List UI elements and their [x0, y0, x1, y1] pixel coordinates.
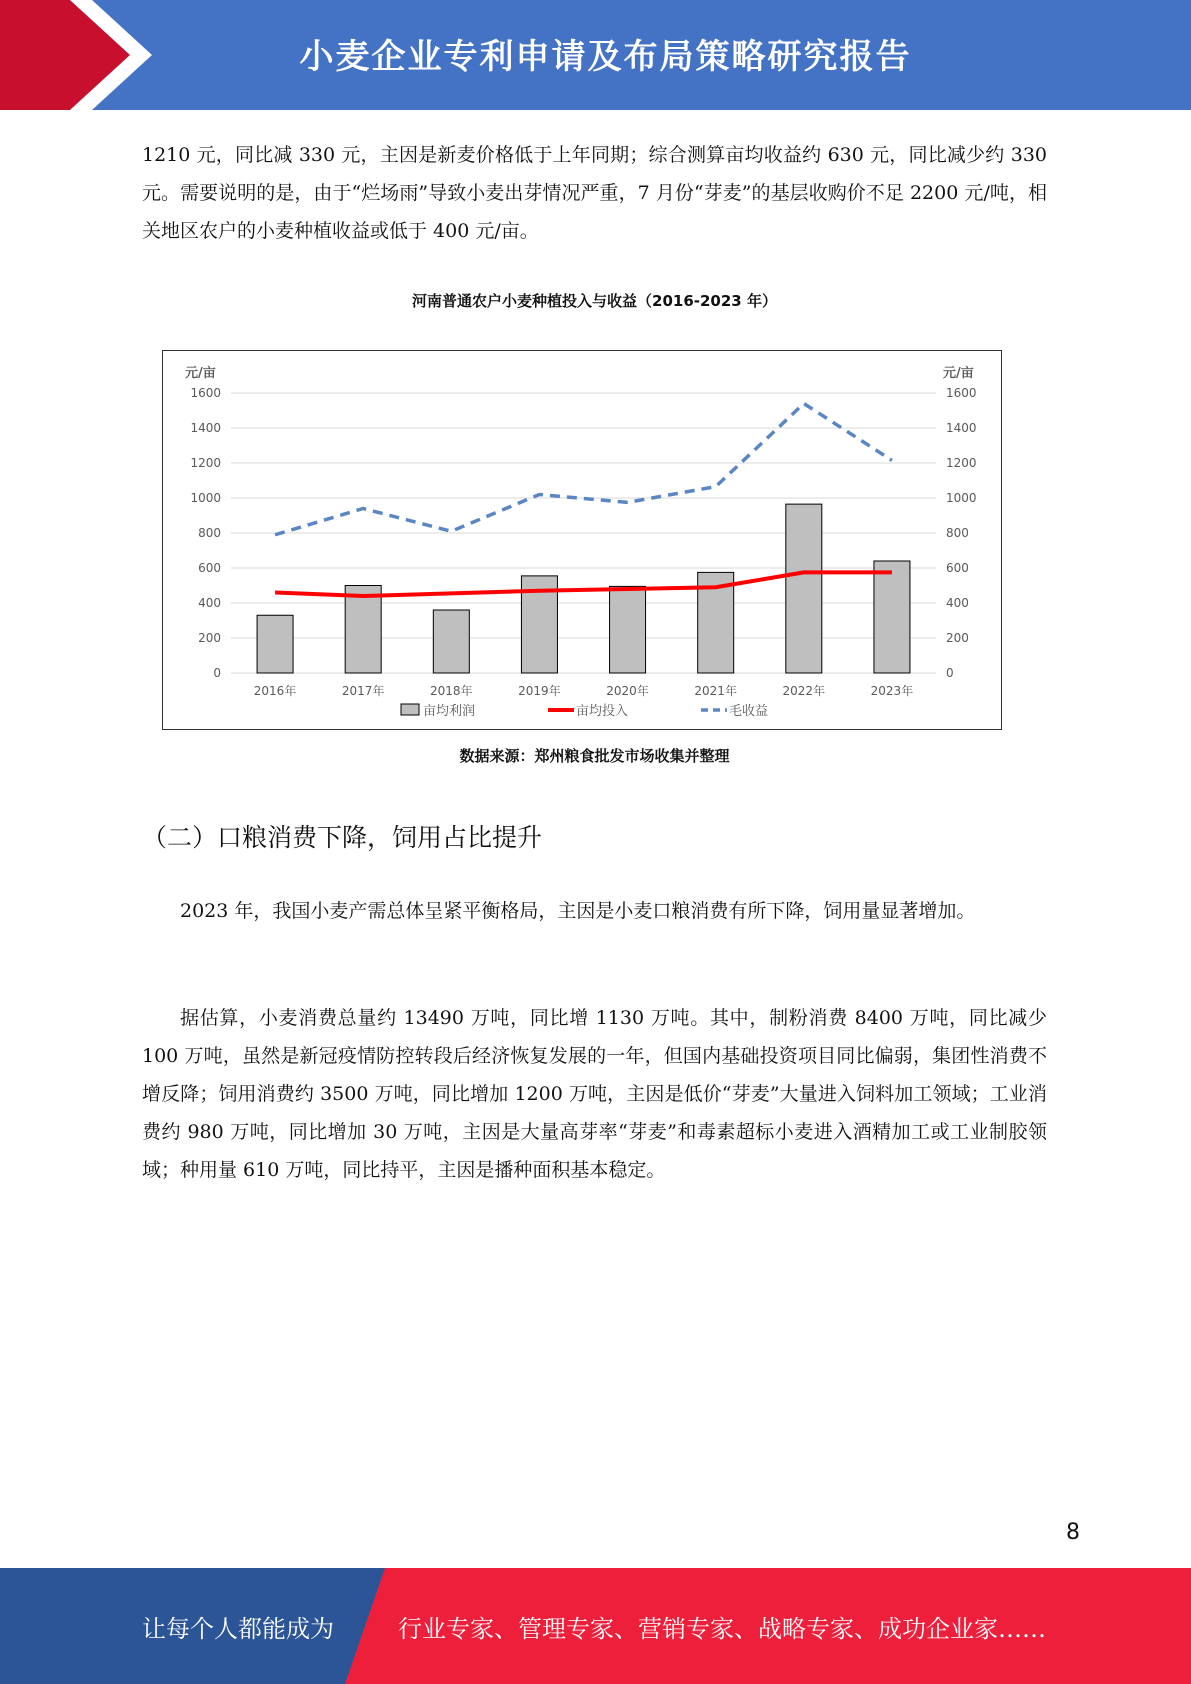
body-paragraph-2: 据估算，小麦消费总量约 13490 万吨，同比增 1130 万吨。其中，制粉消费 8400 万吨，同比减少 100 万吨，虽然是新冠疫情防控转段后经济恢复发展的一年，但国内基础投资项目同比偏弱，集团性消费不增反降；饲用消费约 3500 万吨，同比增加 1200 万吨，主因是低价“芽麦”大量进入饲料加工领域；工业消费约 980 万吨，同比增加 30 万吨，主因是大量高芽率“芽麦”和毒素超标小麦进入酒精加工或工业制胶领域；种用量 610 万吨，同比持平，主因是播种面积基本稳定。	[142, 1007, 1047, 1181]
page-footer	[0, 1568, 1191, 1684]
y-tick-label-right: 1000	[946, 491, 977, 505]
chart-frame	[162, 350, 1002, 730]
y-tick-label-left: 1000	[190, 491, 221, 505]
y-tick-label-right: 1600	[946, 386, 977, 400]
y-axis-right-unit: 元/亩	[943, 366, 974, 381]
y-axis-left-unit: 元/亩	[185, 366, 216, 381]
bar-profit	[786, 504, 822, 673]
x-tick-label: 2016年	[253, 684, 297, 698]
legend-label: 毛收益	[729, 704, 769, 719]
y-tick-label-left: 600	[198, 561, 221, 575]
body-paragraph-1: 2023 年，我国小麦产需总体呈紧平衡格局，主因是小麦口粮消费有所下降，饲用量显著增加。	[180, 900, 976, 922]
y-tick-label-right: 400	[946, 596, 969, 610]
bar-profit	[433, 610, 469, 673]
page-header	[0, 0, 1191, 110]
y-tick-label-left: 800	[198, 526, 221, 540]
footer-slogan-right: 行业专家、管理专家、营销专家、战略专家、成功企业家……	[398, 1614, 1046, 1643]
y-tick-label-right: 800	[946, 526, 969, 540]
bar-profit	[610, 586, 646, 673]
legend-label: 亩均投入	[576, 704, 629, 719]
bar-profit	[874, 561, 910, 673]
y-tick-label-left: 200	[198, 631, 221, 645]
chart-plot	[163, 351, 1000, 728]
y-tick-label-right: 1400	[946, 421, 977, 435]
y-tick-label-left: 1600	[190, 386, 221, 400]
y-tick-label-right: 600	[946, 561, 969, 575]
y-tick-label-right: 200	[946, 631, 969, 645]
x-tick-label: 2023年	[870, 684, 914, 698]
y-tick-label-left: 400	[198, 596, 221, 610]
x-tick-label: 2017年	[341, 684, 385, 698]
footer-slogan-left: 让每个人都能成为	[142, 1614, 334, 1643]
x-tick-label: 2021年	[694, 684, 737, 698]
report-title: 小麦企业专利申请及布局策略研究报告	[299, 36, 912, 77]
legend-label: 亩均利润	[423, 704, 476, 719]
y-tick-label-left: 1400	[190, 421, 221, 435]
x-tick-label: 2018年	[430, 684, 473, 698]
y-tick-label-left: 0	[213, 666, 221, 680]
bar-profit	[257, 615, 293, 673]
y-tick-label-right: 0	[946, 666, 954, 680]
y-tick-label-right: 1200	[946, 456, 977, 470]
page-number: 8	[1066, 1520, 1080, 1545]
x-tick-label: 2022年	[782, 684, 826, 698]
chart-source-note: 数据来源：郑州粮食批发市场收集并整理	[459, 747, 730, 765]
chart-title: 河南普通农户小麦种植投入与收益（2016-2023 年）	[412, 292, 777, 310]
bar-profit	[345, 586, 381, 674]
x-tick-label: 2019年	[518, 684, 561, 698]
intro-paragraph: 1210 元，同比减 330 元，主因是新麦价格低于上年同期；综合测算亩均收益约 630 元，同比减少约 330 元。需要说明的是，由于“烂场雨”导致小麦出芽情况严重，7 月份“芽麦”的基层收购价不足 2200 元/吨，相关地区农户的小麦种植收益或低于 400 元/亩。	[142, 144, 1047, 242]
y-tick-label-left: 1200	[190, 456, 221, 470]
section-heading: （二）口粮消费下降，饲用占比提升	[142, 823, 543, 852]
x-tick-label: 2020年	[606, 684, 649, 698]
legend-swatch-bar	[401, 704, 419, 715]
